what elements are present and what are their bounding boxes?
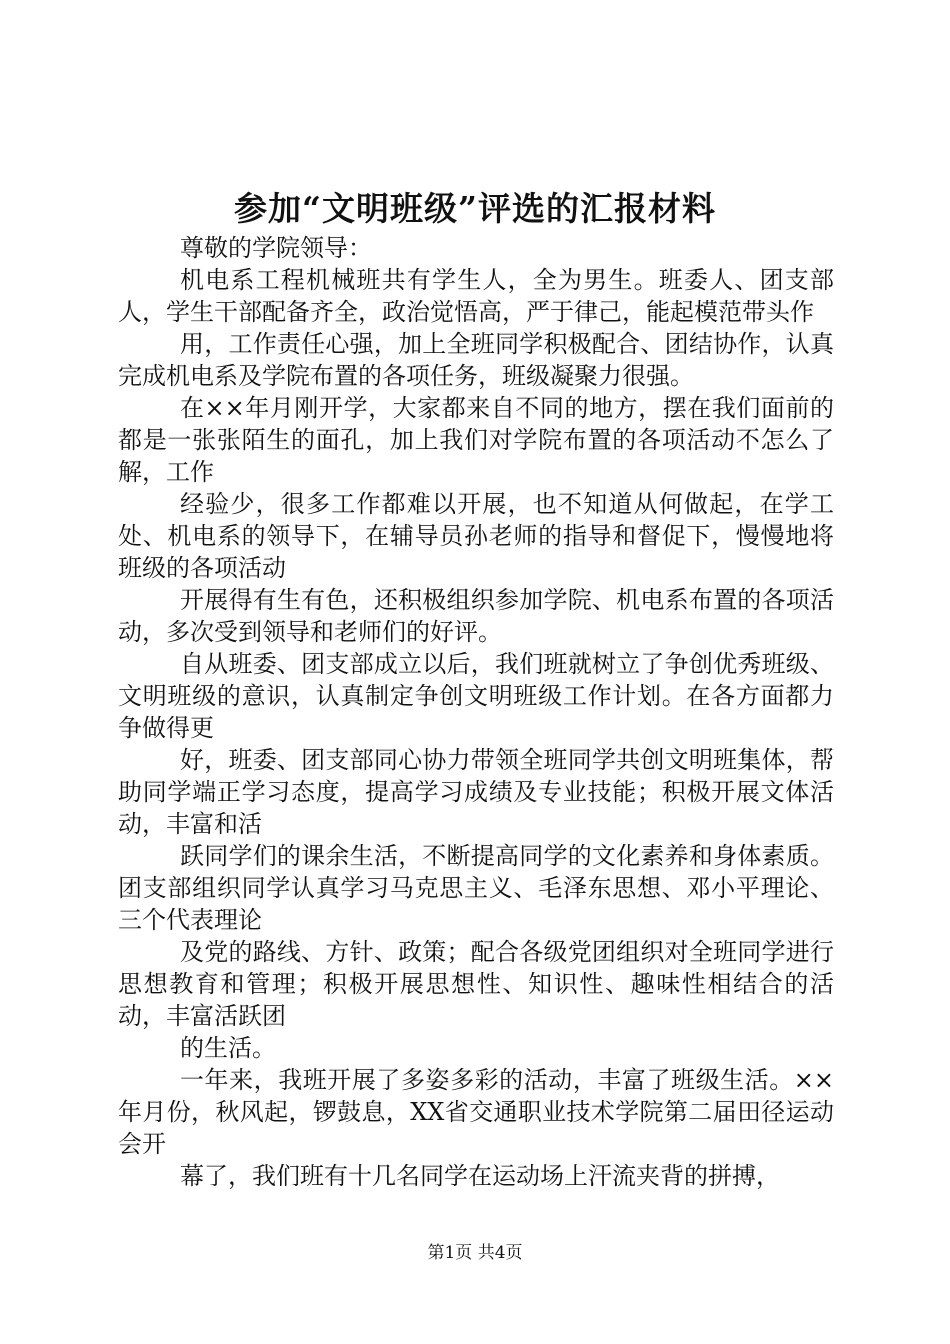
paragraph: 一年来，我班开展了多姿多彩的活动，丰富了班级生活。××年月份，秋风起，锣鼓息，XX省交通职业技术学院第二届田径运动会开: [118, 1066, 834, 1158]
paragraph-salutation: 尊敬的学院领导：: [180, 234, 372, 262]
document-title: 参加“文明班级”评选的汇报材料: [234, 189, 716, 228]
paragraph: 的生活。: [180, 1034, 276, 1062]
paragraph: 幕了，我们班有十几名同学在运动场上汗流夹背的拼搏，: [180, 1162, 780, 1190]
paragraph: 经验少，很多工作都难以开展，也不知道从何做起，在学工处、机电系的领导下，在辅导员孙老师的指导和督促下，慢慢地将班级的各项活动: [118, 490, 834, 582]
document-body: [118, 232, 834, 1192]
paragraph: 及党的路线、方针、政策；配合各级党团组织对全班同学进行思想教育和管理；积极开展思想性、知识性、趣味性相结合的活动，丰富活跃团: [118, 938, 834, 1030]
paragraph: 用，工作责任心强，加上全班同学积极配合、团结协作，认真完成机电系及学院布置的各项任务，班级凝聚力很强。: [118, 330, 834, 390]
paragraph: 机电系工程机械班共有学生人，全为男生。班委人、团支部人，学生干部配备齐全，政治觉悟高，严于律己，能起模范带头作: [118, 266, 834, 326]
paragraph: 好，班委、团支部同心协力带领全班同学共创文明班集体，帮助同学端正学习态度，提高学习成绩及专业技能；积极开展文体活动，丰富和活: [118, 746, 834, 838]
paragraph: 跃同学们的课余生活，不断提高同学的文化素养和身体素质。团支部组织同学认真学习马克思主义、毛泽东思想、邓小平理论、三个代表理论: [118, 842, 834, 934]
paragraph: 自从班委、团支部成立以后，我们班就树立了争创优秀班级、文明班级的意识，认真制定争创文明班级工作计划。在各方面都力争做得更: [118, 650, 834, 742]
page-number-footer: 第1页 共4页: [427, 1243, 523, 1263]
paragraph: 开展得有生有色，还积极组织参加学院、机电系布置的各项活动，多次受到领导和老师们的好评。: [118, 586, 834, 646]
paragraph: 在××年月刚开学，大家都来自不同的地方，摆在我们面前的都是一张张陌生的面孔，加上我们对学院布置的各项活动不怎么了解，工作: [118, 394, 834, 486]
